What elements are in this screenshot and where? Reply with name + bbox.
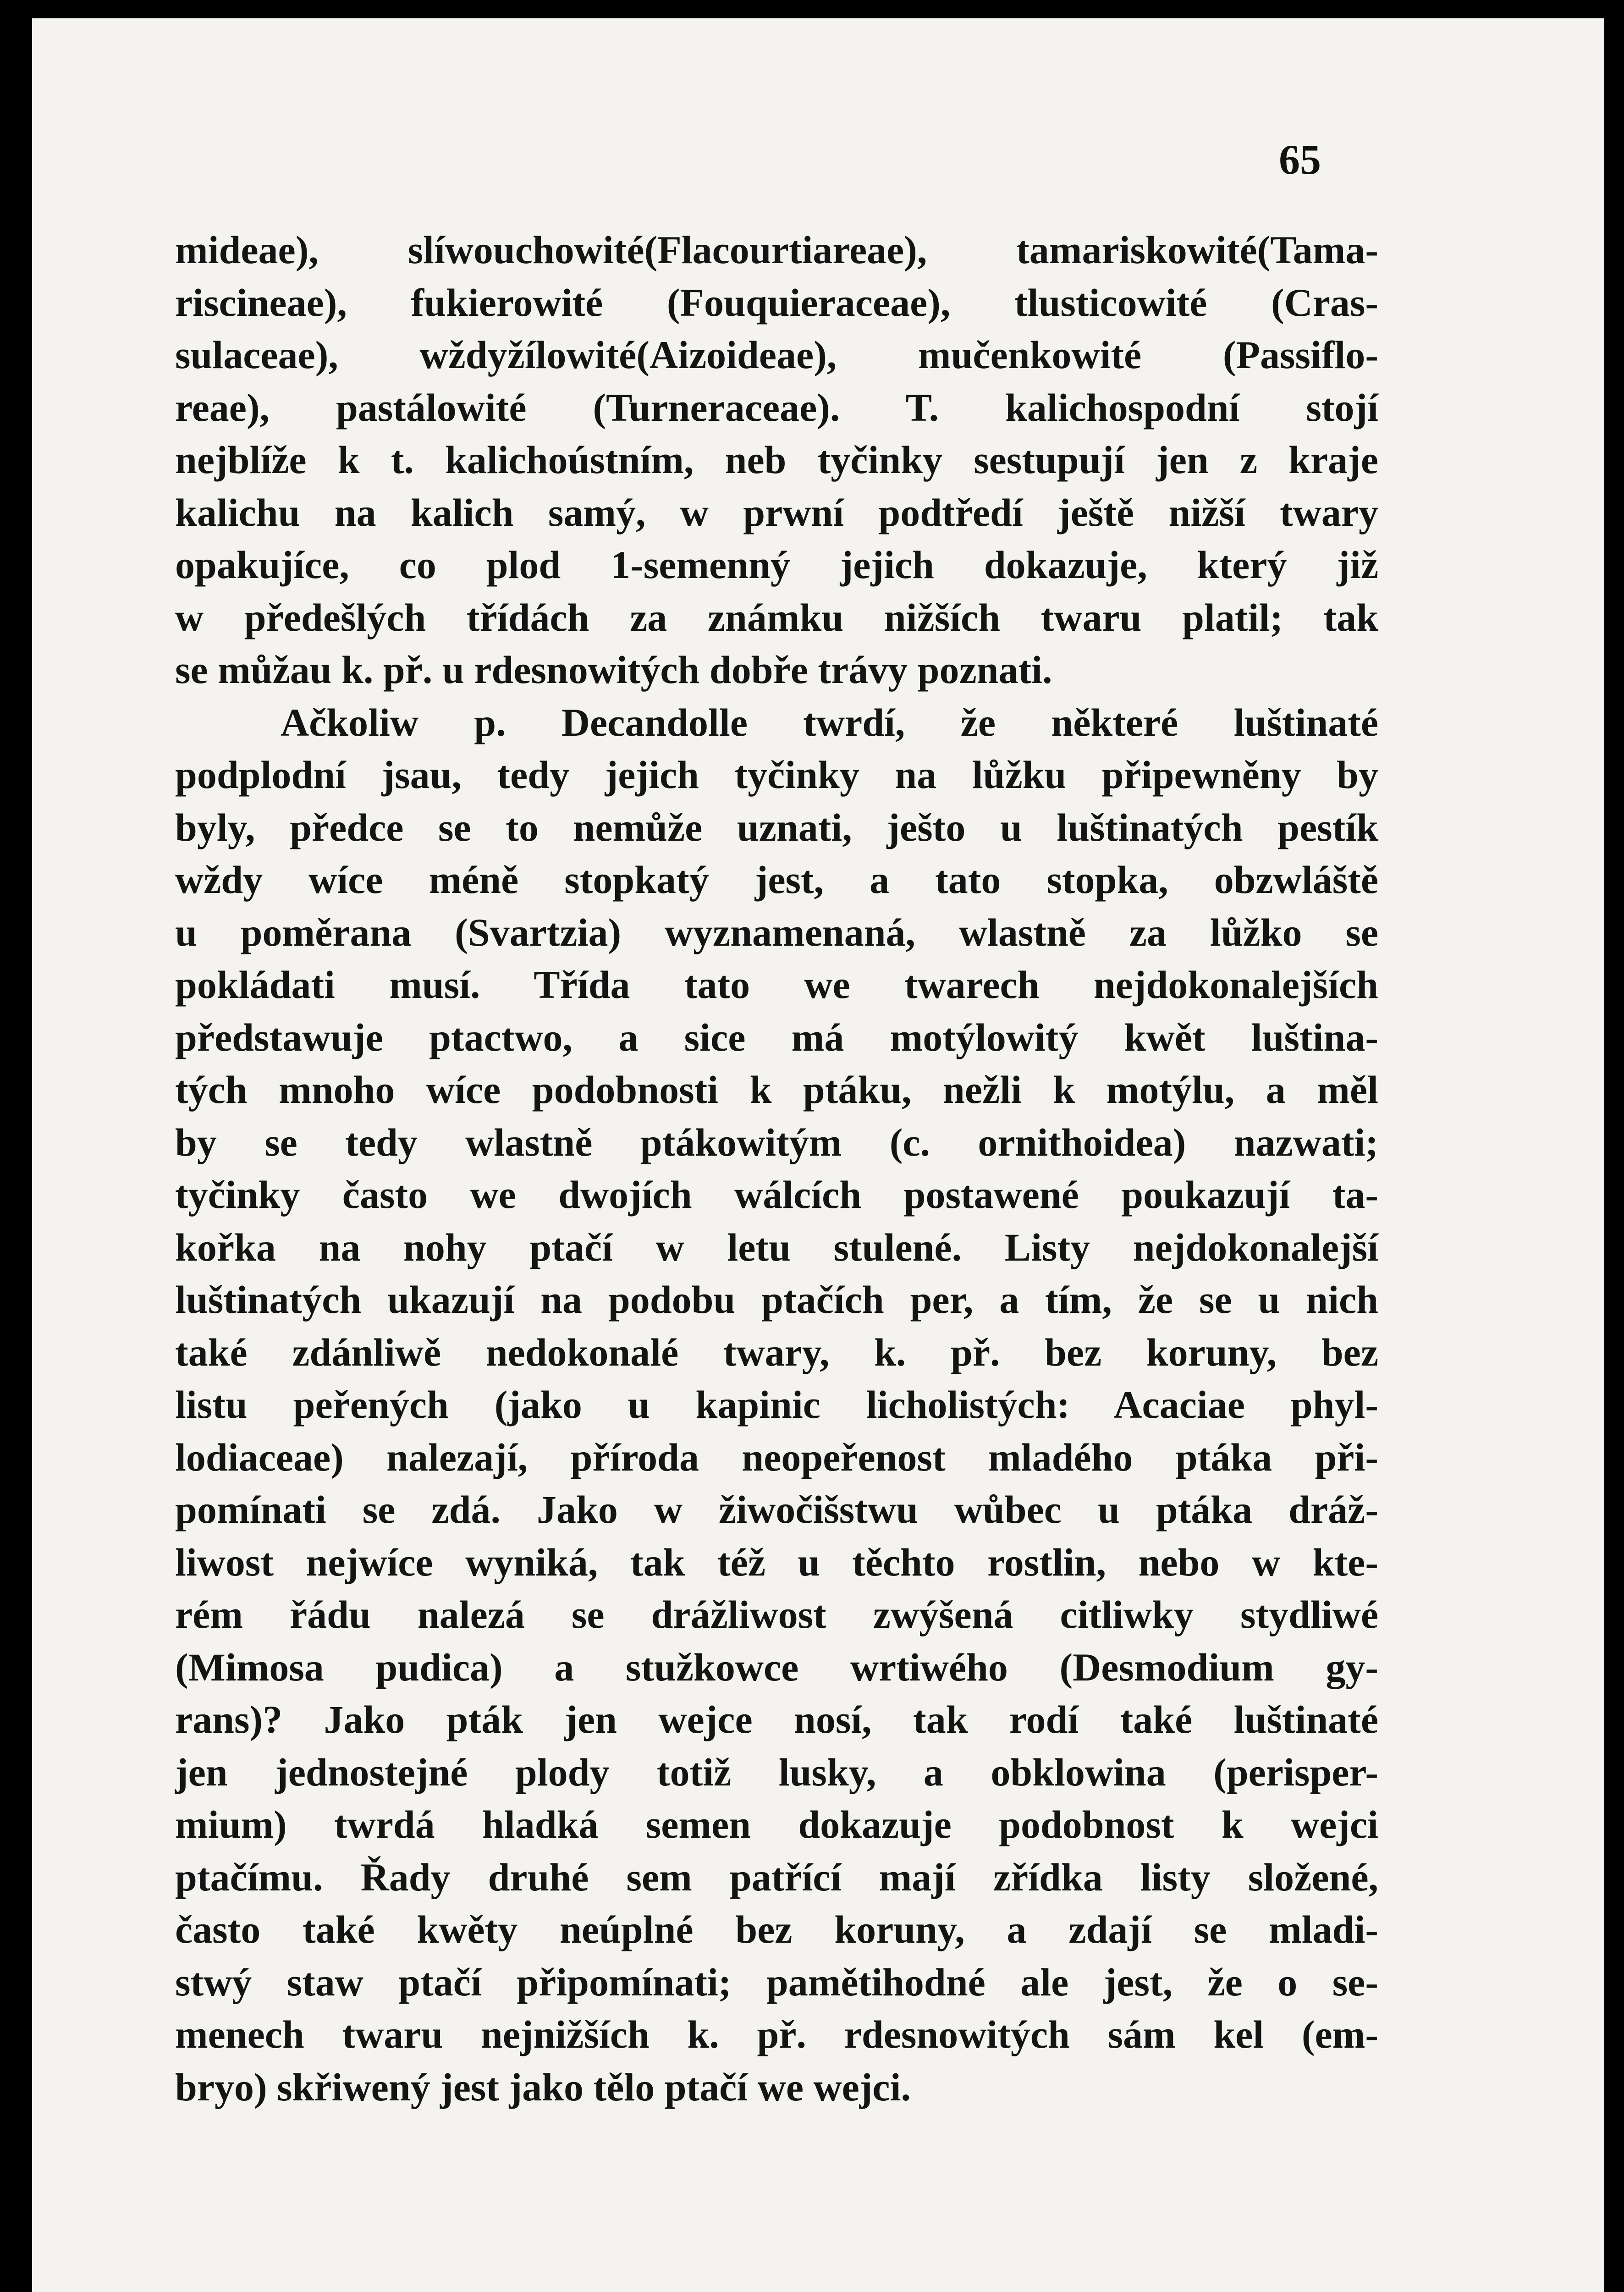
- text-line: sulaceae), wždyžílowité(Aizoideae), mučenkowité (Passiflo-: [175, 333, 1378, 377]
- text-line: jen jednostejné plody totiž lusky, a obklowina (perisper-: [175, 1750, 1378, 1794]
- text-line: rém řádu nalezá se drážliwost zwýšená citliwky stydliwé: [175, 1592, 1378, 1636]
- text-line: se můžau k. př. u rdesnowitých dobře trávy poznati.: [175, 648, 1052, 692]
- text-line: u poměrana (Svartzia) wyznamenaná, wlastně za lůžko se: [175, 910, 1378, 954]
- text-line: menech twaru nejnižších k. př. rdesnowitých sám kel (em-: [175, 2012, 1378, 2056]
- text-line: rans)? Jako pták jen wejce nosí, tak rodí také luštinaté: [175, 1697, 1378, 1741]
- text-line: byly, předce se to nemůže uznati, ješto u luštinatých pestík: [175, 805, 1378, 849]
- text-line: podplodní jsau, tedy jejich tyčinky na lůžku připewněny by: [175, 753, 1378, 797]
- text-line: pokládati musí. Třída tato we twarech nejdokonalejších: [175, 963, 1378, 1007]
- book-page: [32, 18, 1604, 2292]
- text-line: bryo) skřiwený jest jako tělo ptačí we wejci.: [175, 2065, 911, 2109]
- text-line: riscineae), fukierowité (Fouquieraceae), tlusticowité (Cras-: [175, 280, 1378, 325]
- text-line: také zdánliwě nedokonalé twary, k. př. bez koruny, bez: [175, 1330, 1378, 1374]
- text-line: nejblíže k t. kalichoústním, neb tyčinky sestupují jen z kraje: [175, 438, 1378, 482]
- text-line: pomínati se zdá. Jako w žiwočišstwu wůbec u ptáka dráž-: [175, 1488, 1378, 1532]
- text-line: ptačímu. Řady druhé sem patřící mají zřídka listy složené,: [175, 1855, 1378, 1899]
- text-line: kořka na nohy ptačí w letu stulené. Listy nejdokonalejší: [175, 1225, 1378, 1269]
- text-line: (Mimosa pudica) a stužkowce wrtiwého (Desmodium gy-: [175, 1645, 1378, 1689]
- text-line: liwost nejwíce wyniká, tak též u těchto rostlin, nebo w kte-: [175, 1540, 1378, 1584]
- text-line: luštinatých ukazují na podobu ptačích per, a tím, že se u nich: [175, 1278, 1378, 1322]
- text-line: by se tedy wlastně ptákowitým (c. ornithoidea) nazwati;: [175, 1120, 1378, 1164]
- text-line: listu peřených (jako u kapinic licholistých: Acaciae phyl-: [175, 1383, 1378, 1427]
- paragraph-first-line: Ačkoliw p. Decandolle twrdí, že některé luštinaté: [281, 700, 1378, 744]
- text-line: často také kwěty neúplné bez koruny, a zdají se mladi-: [175, 1907, 1378, 1951]
- text-line: lodiaceae) nalezají, příroda neopeřenost mladého ptáka při-: [175, 1435, 1378, 1479]
- text-line: w předešlých třídách za známku nižších twaru platil; tak: [175, 595, 1378, 639]
- text-line: tých mnoho wíce podobnosti k ptáku, nežli k motýlu, a měl: [175, 1068, 1378, 1112]
- text-line: kalichu na kalich samý, w prwní podtředí ještě nižší twary: [175, 490, 1378, 534]
- text-line: wždy wíce méně stopkatý jest, a tato stopka, obzwláště: [175, 858, 1378, 902]
- text-line: předstawuje ptactwo, a sice má motýlowitý kwět luština-: [175, 1015, 1378, 1059]
- body-text: [175, 224, 1378, 2113]
- text-line: opakujíce, co plod 1-semenný jejich dokazuje, který již: [175, 543, 1378, 587]
- page-number: 65: [1279, 136, 1321, 183]
- text-line: tyčinky často we dwojích wálcích postawené poukazují ta-: [175, 1173, 1378, 1217]
- text-line: mium) twrdá hladká semen dokazuje podobnost k wejci: [175, 1802, 1378, 1846]
- text-line: reae), pastálowité (Turneraceae). T. kalichospodní stojí: [175, 385, 1378, 430]
- text-line: mideae), slíwouchowité(Flacourtiareae), tamariskowité(Tama-: [175, 228, 1378, 272]
- text-line: stwý staw ptačí připomínati; pamětihodné ale jest, že o se-: [175, 1960, 1378, 2004]
